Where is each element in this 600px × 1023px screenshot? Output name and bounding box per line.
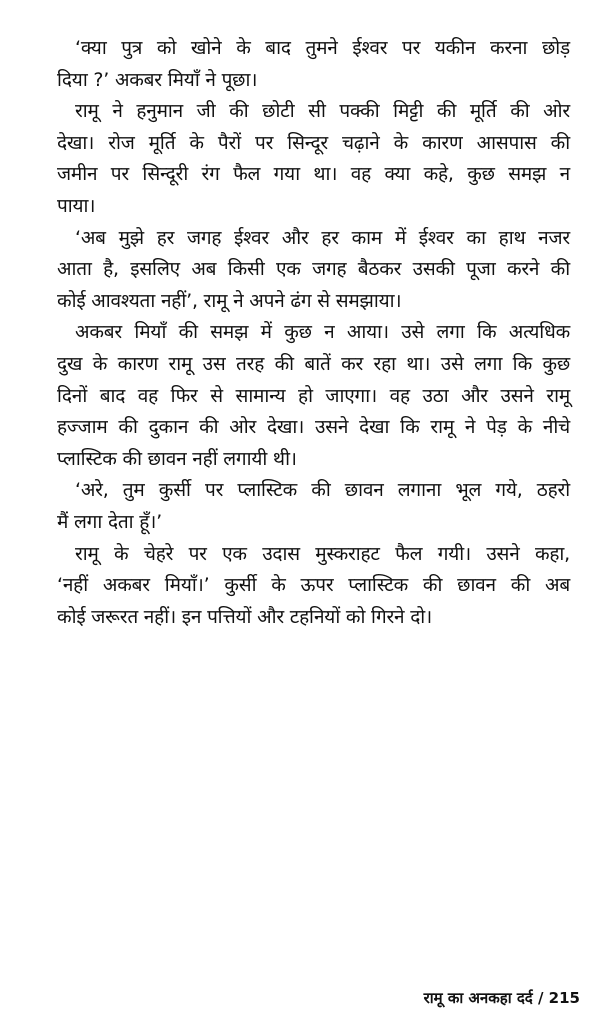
text-line: दिया ?’ अकबर मियाँ ने पूछा। [57, 68, 258, 91]
paragraph-4 [57, 317, 570, 475]
paragraph-5 [57, 475, 570, 538]
text-line: प्लास्टिक की छावन नहीं लगायी थी। [57, 447, 297, 470]
text-line: आता है, इसलिए अब किसी एक जगह बैठकर उसकी पूजा करने की [57, 258, 570, 281]
body-text [57, 33, 570, 633]
paragraph-3 [57, 223, 570, 318]
text-line: हज्जाम की दुकान की ओर देखा। उसने देखा कि रामू ने पेड़ के नीचे [57, 416, 570, 439]
text-line: मैं लगा देता हूँ।’ [57, 510, 162, 533]
text-line: कोई जरूरत नहीं। इन पत्तियों और टहनियों को गिरने दो। [57, 605, 433, 628]
text-line: अकबर मियाँ की समझ में कुछ न आया। उसे लगा कि अत्यधिक [75, 321, 570, 344]
text-line: दिनों बाद वह फिर से सामान्य हो जाएगा। वह उठा और उसने रामू [57, 384, 570, 407]
text-line: देखा। रोज मूर्ति के पैरों पर सिन्दूर चढ़ाने के कारण आसपास की [57, 131, 570, 154]
text-line: पाया। [57, 194, 96, 217]
page-footer: रामू का अनकहा दर्द / 215 [423, 989, 580, 1007]
text-line: दुख के कारण रामू उस तरह की बातें कर रहा था। उसे लगा कि कुछ [57, 352, 570, 375]
text-line: कोई आवश्यता नहीं’, रामू ने अपने ढंग से समझाया। [57, 289, 402, 312]
text-line: ‘अब मुझे हर जगह ईश्वर और हर काम में ईश्वर का हाथ नजर [75, 226, 570, 249]
paragraph-2 [57, 96, 570, 222]
text-line: ‘क्या पुत्र को खोने के बाद तुमने ईश्वर पर यकीन करना छोड़ [75, 37, 570, 59]
text-line: रामू के चेहरे पर एक उदास मुस्कराहट फैल गयी। उसने कहा, [75, 542, 570, 565]
text-line: रामू ने हनुमान जी की छोटी सी पक्की मिट्टी की मूर्ति की ओर [75, 100, 570, 123]
text-line: ‘अरे, तुम कुर्सी पर प्लास्टिक की छावन लगाना भूल गये, ठहरो [75, 479, 570, 502]
paragraph-1 [57, 33, 570, 96]
text-line: जमीन पर सिन्दूरी रंग फैल गया था। वह क्या कहे, कुछ समझ न [57, 163, 570, 186]
text-line: ‘नहीं अकबर मियाँ।’ कुर्सी के ऊपर प्लास्टिक की छावन की अब [57, 574, 570, 597]
paragraph-6 [57, 539, 570, 634]
